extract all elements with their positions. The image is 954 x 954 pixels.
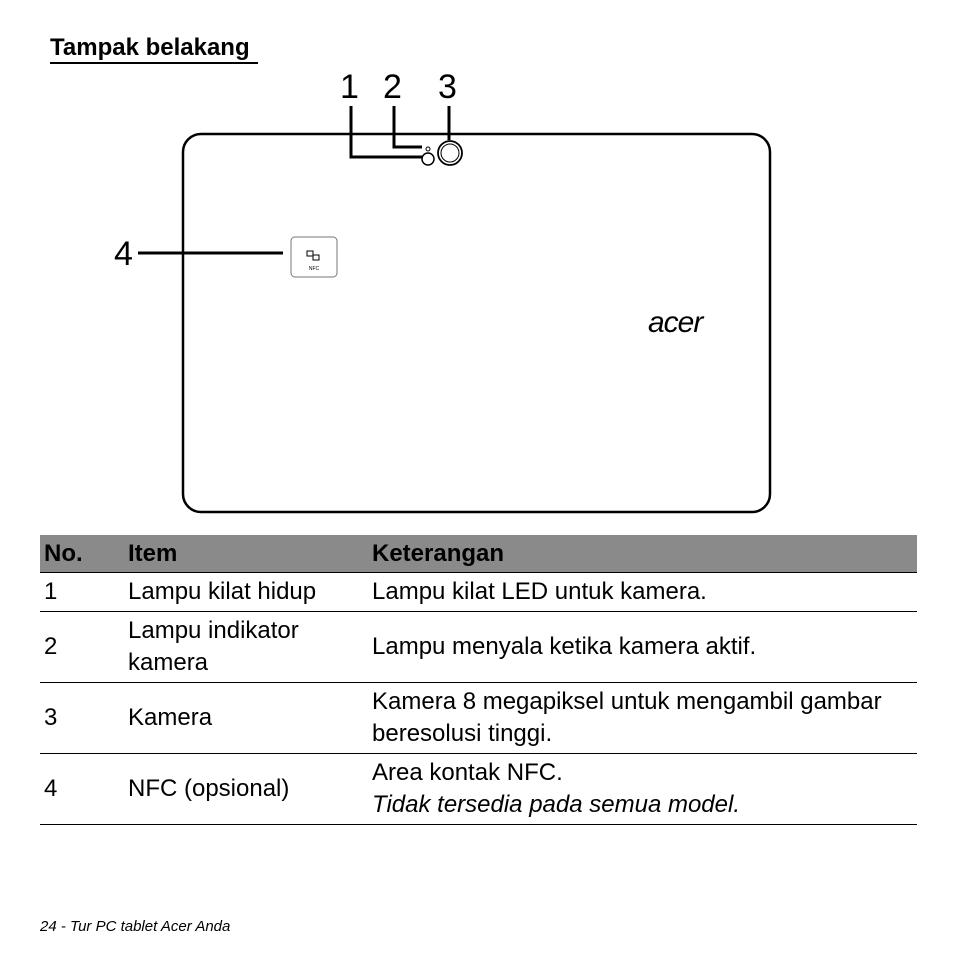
table-row (40, 754, 917, 825)
header-item: Item (124, 535, 368, 573)
flash-icon (422, 153, 434, 165)
row-description-text: Area kontak NFC. (372, 759, 563, 786)
table-row (40, 573, 917, 612)
callout-1: 1 (340, 68, 359, 106)
table-row (40, 612, 917, 683)
row-description: Lampu menyala ketika kamera aktif. (368, 612, 917, 683)
callout-2: 2 (383, 68, 402, 106)
section-heading: Tampak belakang (50, 34, 258, 64)
acer-logo: acer (648, 306, 703, 339)
component-table (40, 535, 917, 825)
row-no: 3 (40, 683, 124, 754)
callout-4: 4 (114, 235, 133, 273)
row-item: Kamera (124, 683, 368, 754)
row-no: 4 (40, 754, 124, 825)
row-description-note: Tidak tersedia pada semua model. (372, 791, 740, 818)
nfc-label: NFC (308, 266, 320, 272)
header-no: No. (40, 535, 124, 573)
row-item: NFC (opsional) (124, 754, 368, 825)
row-item: Lampu indikator kamera (124, 612, 368, 683)
row-no: 2 (40, 612, 124, 683)
header-description: Keterangan (368, 535, 917, 573)
camera-lens-inner (441, 144, 459, 162)
row-description: Lampu kilat LED untuk kamera. (368, 573, 917, 612)
row-no: 1 (40, 573, 124, 612)
table-row (40, 683, 917, 754)
callout-3: 3 (438, 68, 457, 106)
row-description (368, 754, 917, 825)
table-header-row (40, 535, 917, 573)
row-description: Kamera 8 megapiksel untuk mengambil gambar beresolusi tinggi. (368, 683, 917, 754)
page-footer: 24 - Tur PC tablet Acer Anda (40, 918, 231, 935)
indicator-light-icon (426, 147, 430, 151)
row-item: Lampu kilat hidup (124, 573, 368, 612)
